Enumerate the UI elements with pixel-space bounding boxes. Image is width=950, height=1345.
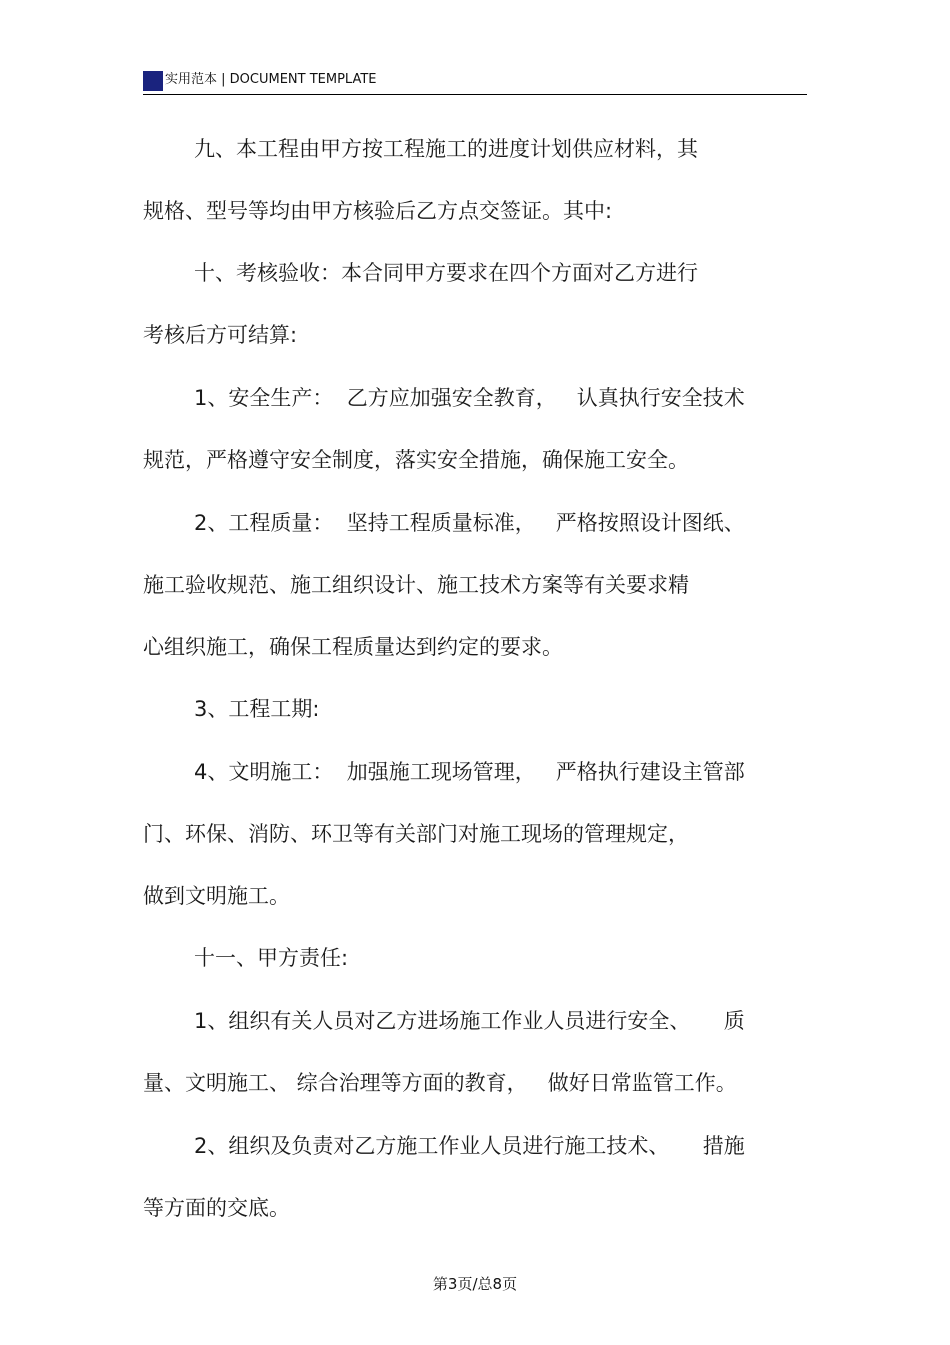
paragraph-line: 十、考核验收：本合同甲方要求在四个方面对乙方进行 xyxy=(194,261,698,285)
paragraph-line: 4、文明施工： 加强施工现场管理， 严格执行建设主管部 xyxy=(194,760,745,784)
paragraph-line: 心组织施工，确保工程质量达到约定的要求。 xyxy=(143,635,563,659)
paragraph-line: 规范，严格遵守安全制度，落实安全措施，确保施工安全。 xyxy=(143,448,689,472)
paragraph-line: 规格、型号等均由甲方核验后乙方点交签证。其中: xyxy=(143,199,613,223)
paragraph-line: 考核后方可结算: xyxy=(143,323,298,347)
paragraph-line: 1、组织有关人员对乙方进场施工作业人员进行安全、 质 xyxy=(194,1009,745,1033)
paragraph-line: 1、安全生产： 乙方应加强安全教育， 认真执行安全技术 xyxy=(194,386,745,410)
paragraph-line: 3、工程工期: xyxy=(194,697,320,721)
paragraph-line: 九、本工程由甲方按工程施工的进度计划供应材料，其 xyxy=(194,137,698,161)
paragraph-line: 2、工程质量： 坚持工程质量标准， 严格按照设计图纸、 xyxy=(194,511,745,535)
template-logo-icon xyxy=(143,71,163,91)
page-header xyxy=(143,68,807,95)
page-number: 第3页/总8页 xyxy=(432,1275,518,1293)
paragraph-line: 等方面的交底。 xyxy=(143,1196,290,1220)
paragraph-line: 十一、甲方责任: xyxy=(194,946,349,970)
paragraph-line: 门、环保、消防、环卫等有关部门对施工现场的管理规定， xyxy=(143,822,689,846)
paragraph-line: 2、组织及负责对乙方施工作业人员进行施工技术、 措施 xyxy=(194,1134,745,1158)
paragraph-line: 做到文明施工。 xyxy=(143,884,290,908)
paragraph-line: 量、文明施工、 综合治理等方面的教育， 做好日常监管工作。 xyxy=(143,1071,737,1095)
header-title: 实用范本 | DOCUMENT TEMPLATE xyxy=(165,72,377,87)
paragraph-line: 施工验收规范、施工组织设计、施工技术方案等有关要求精 xyxy=(143,573,689,597)
